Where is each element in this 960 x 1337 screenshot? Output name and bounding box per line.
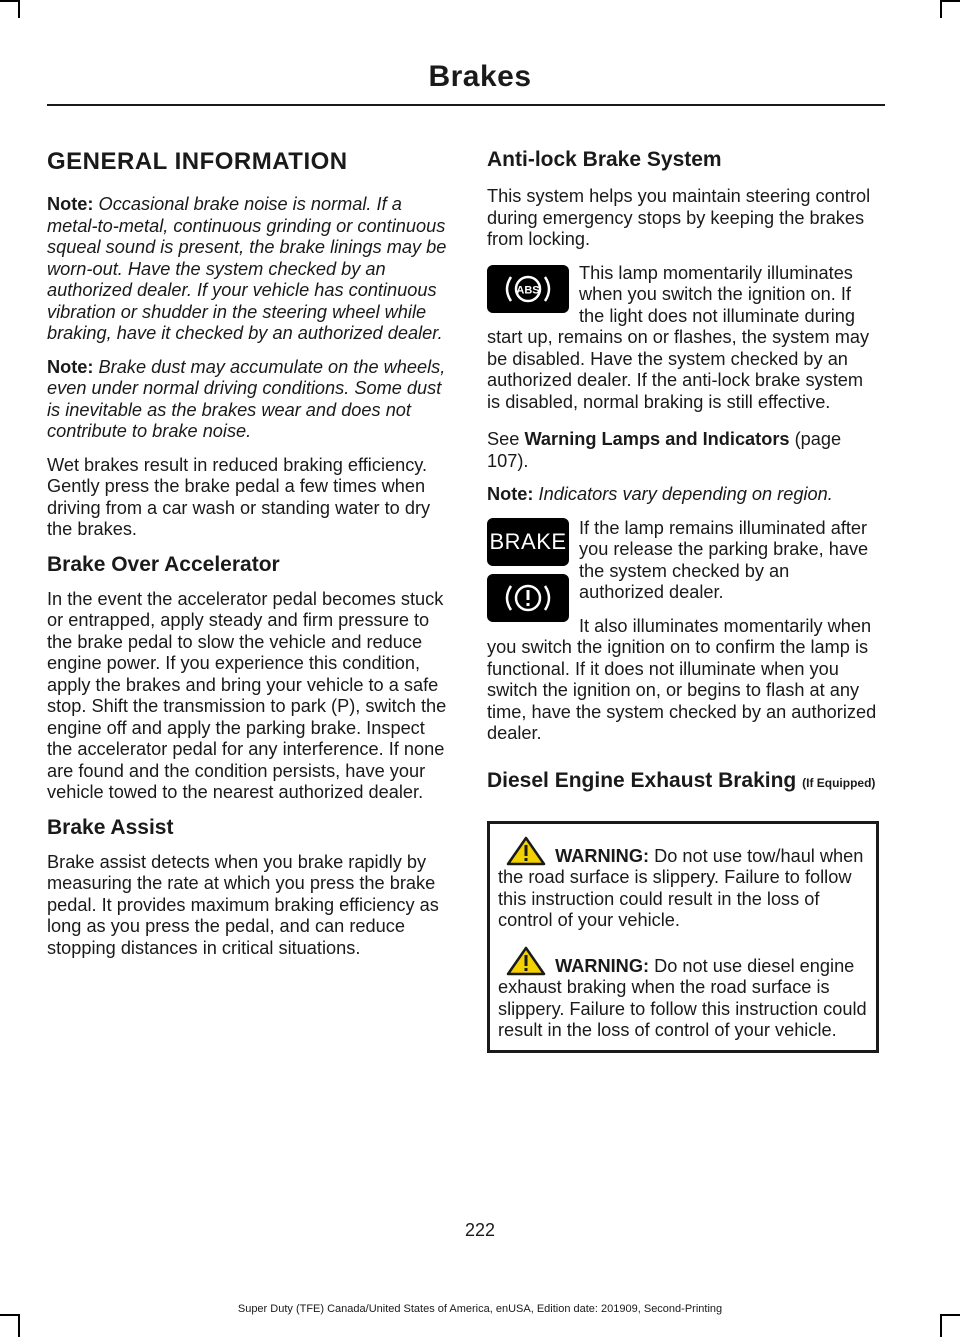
paragraph-wet-brakes: Wet brakes result in reduced braking efficiency. Gently press the brake pedal a few times when driving from a car wash or standing water to dry the brakes. [47,454,431,539]
note-label: Note: [47,194,94,214]
cross-reference [487,429,879,472]
crop-mark [0,0,18,2]
note-text: Indicators vary depending on region. [538,484,833,504]
note-indicators-region [487,484,879,506]
note-brake-dust [47,357,447,443]
abs-lamp-block [487,263,879,414]
crop-mark [940,0,942,18]
left-column [47,140,447,971]
note-text: Occasional brake noise is normal. If a metal-to-metal, continuous grinding or continuous squeal sound is present, the brake linings may be worn-out. Have the system checked by an authorized dealer. If your vehicle has continuous vibration or shudder in the steering wheel while braking, have it checked by an authorized dealer. [47,194,447,343]
see-prefix: See [487,429,520,449]
abs-icon [497,269,559,309]
crop-mark [18,0,20,18]
paragraph-parking-brake-lamp: If the lamp remains illuminated after you release the parking brake, have the system checked by an authorized dealer. [579,517,869,602]
subheading-brake-over-accelerator: Brake Over Accelerator [47,552,280,576]
warning-label: WARNING: [555,845,650,866]
page-number: 222 [464,1220,496,1240]
paragraph-brake-assist: Brake assist detects when you brake rapidly by measuring the rate at which you press the brake pedal. It provides maximum braking efficiency as long as you press the pedal, and can reduce stopping distances in critical situations. [47,851,439,958]
crop-mark [940,1314,942,1337]
brake-lamp-block [487,518,879,745]
diesel-heading-text: Diesel Engine Exhaust Braking [487,768,797,792]
paragraph-brake-over-accelerator: In the event the accelerator pedal becomes stuck or entrapped, apply steady and firm pressure to the brake pedal to slow the vehicle and reduce engine power. If you experience this condition, apply the brakes and bring your vehicle to a safe stop. Shift the transmission to park (P), switch the engine off and apply the parking brake. Inspect the accelerator pedal for any interference. If none are found and the condition persists, have your vehicle towed to the nearest authorized dealer. [47,588,447,802]
warning-text: Do not use diesel engine exhaust braking when the road surface is slippery. Failure to follow this instruction could result in the loss of control of your vehicle. [498,955,867,1040]
section-heading-general-information: GENERAL INFORMATION [47,148,348,175]
subheading-diesel-exhaust-braking [487,767,879,797]
warning-tow-haul [498,836,868,932]
warning-triangle-icon [506,946,546,976]
svg-text:ABS: ABS [516,284,540,296]
abs-warning-lamp-icon [487,265,569,313]
paragraph-lamp-confirm: It also illuminates momentarily when you switch the ignition on to confirm the lamp is functional. If it does not illuminate when you switch the ignition on, or begins to flash at any time, have the system checked by an authorized dealer. [487,615,877,743]
note-text: Brake dust may accumulate on the wheels, even under normal driving conditions. Some dust is inevitable as the brakes wear and does not contribute to brake noise. [47,356,446,441]
subheading-anti-lock-brake-system: Anti-lock Brake System [487,148,722,171]
right-column [487,140,879,1053]
crop-mark [18,1314,20,1337]
warning-box [487,821,879,1053]
crop-mark [942,0,960,2]
note-label: Note: [487,484,534,504]
warning-diesel-braking [498,946,868,1042]
note-brake-noise [47,194,447,345]
brake-warning-lamp-icon: BRAKE [487,518,569,566]
see-reference-link: Warning Lamps and Indicators [524,429,790,449]
page-title: Brakes [428,60,532,93]
warning-triangle-icon [506,836,546,866]
brake-exclamation-icon [497,578,559,618]
header-divider [47,104,885,106]
footer-edition-info: Super Duty (TFE) Canada/United States of America, enUSA, Edition date: 201909, Second-Printing [237,1303,723,1315]
paragraph-abs: This system helps you maintain steering control during emergency stops by keeping the brakes from locking. [487,186,871,249]
brake-icon-stack [487,518,569,622]
warning-label: WARNING: [555,955,650,976]
paragraph-abs-lamp: This lamp momentarily illuminates when you switch the ignition on. If the light does not illuminate during start up, remains on or flashes, the system may be disabled. Have the system checked by an authorized dealer. If the anti-lock brake system is disabled, normal braking is still effective. [487,262,870,412]
if-equipped-label: (If Equipped) [802,775,876,790]
see-page: (page 107). [487,429,842,471]
warning-text: Do not use tow/haul when the road surface is slippery. Failure to follow this instruction could result in the loss of control of your vehicle. [498,845,864,930]
note-label: Note: [47,356,94,377]
brake-exclamation-lamp-icon [487,574,569,622]
subheading-brake-assist: Brake Assist [47,815,174,839]
